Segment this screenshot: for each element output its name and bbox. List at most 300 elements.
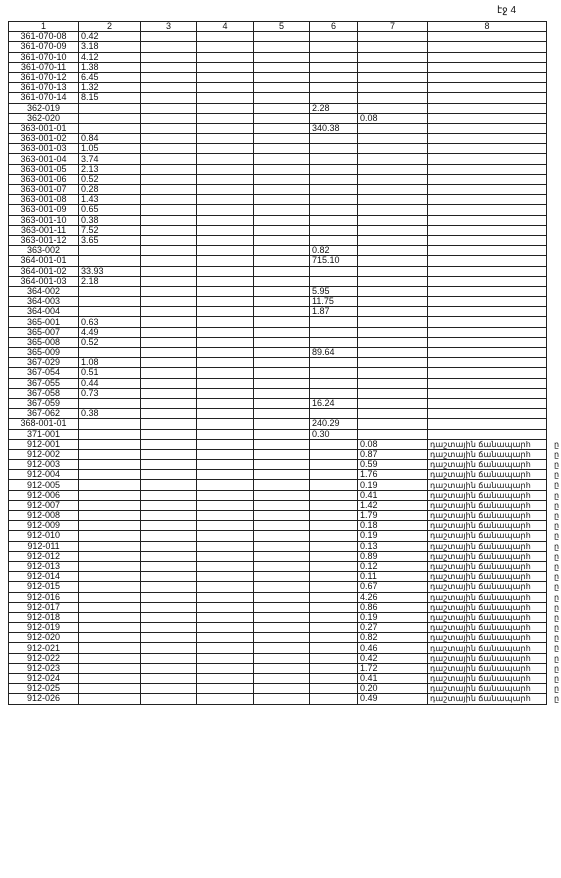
cell-col-8	[428, 612, 560, 622]
cell-col-4	[197, 327, 254, 337]
cell-col-2: 2.18	[79, 276, 141, 286]
cell-col-5	[254, 500, 310, 510]
cell-col-5	[254, 358, 310, 368]
table-row	[9, 490, 547, 500]
cell-col-3	[141, 378, 197, 388]
cell-col-8	[428, 663, 560, 673]
table-row	[9, 480, 547, 490]
cell-col-8	[428, 164, 547, 174]
cell-col-3	[141, 623, 197, 633]
cell-col-7	[358, 348, 428, 358]
cell-col-5	[254, 72, 310, 82]
cell-col-6: 0.30	[310, 429, 358, 439]
cell-col-5	[254, 205, 310, 215]
cell-col-4	[197, 643, 254, 653]
cell-col-8	[428, 276, 547, 286]
table-row	[9, 185, 547, 195]
cell-col-4	[197, 531, 254, 541]
table-row	[9, 531, 547, 541]
cell-col-5	[254, 62, 310, 72]
cell-col-6	[310, 337, 358, 347]
cell-col-7	[358, 154, 428, 164]
cell-col-3	[141, 592, 197, 602]
cell-col-1: 361-070-08	[9, 32, 79, 42]
cell-col-1: 363-001-11	[9, 225, 79, 235]
table-row	[9, 42, 547, 52]
cell-col-4	[197, 93, 254, 103]
cell-col-4	[197, 500, 254, 510]
cell-col-1: 912-013	[9, 561, 79, 571]
cell-col-8	[428, 684, 560, 694]
cell-col-5	[254, 572, 310, 582]
cell-col-2: 0.42	[79, 32, 141, 42]
cell-col-3	[141, 480, 197, 490]
row-suffix: ը	[554, 541, 560, 551]
land-type-label: դաշտային ճանապարհ	[430, 521, 531, 531]
cell-col-4	[197, 409, 254, 419]
cell-col-7	[358, 164, 428, 174]
cell-col-8	[428, 42, 547, 52]
cell-col-8	[428, 470, 560, 480]
cell-col-5	[254, 286, 310, 296]
cell-col-3	[141, 612, 197, 622]
land-type-label: դաշտային ճանապարհ	[430, 674, 531, 684]
cell-col-2: 7.52	[79, 225, 141, 235]
cell-col-8	[428, 602, 560, 612]
cell-col-2	[79, 490, 141, 500]
cell-col-4	[197, 398, 254, 408]
cell-col-7	[358, 134, 428, 144]
table-row	[9, 561, 547, 571]
cell-col-4	[197, 123, 254, 133]
cell-col-1: 364-001-01	[9, 256, 79, 266]
header-row	[9, 22, 547, 32]
row-suffix: ը	[554, 684, 560, 694]
cell-col-6	[310, 449, 358, 459]
land-type-label: դաշտային ճանապարհ	[430, 541, 531, 551]
cell-col-3	[141, 684, 197, 694]
table-row	[9, 317, 547, 327]
cell-col-8	[428, 52, 547, 62]
cell-col-3	[141, 93, 197, 103]
land-type-label: դաշտային ճանապարհ	[430, 470, 531, 480]
cell-col-3	[141, 144, 197, 154]
cell-col-2: 33.93	[79, 266, 141, 276]
cell-col-7: 0.08	[358, 439, 428, 449]
cell-col-3	[141, 215, 197, 225]
row-suffix: ը	[554, 572, 560, 582]
cell-col-2	[79, 449, 141, 459]
cell-col-7: 0.49	[358, 694, 428, 704]
cell-col-1: 912-006	[9, 490, 79, 500]
cell-col-3	[141, 225, 197, 235]
cell-col-1: 361-070-14	[9, 93, 79, 103]
col-header-6: 6	[310, 22, 358, 32]
cell-col-4	[197, 612, 254, 622]
cell-col-3	[141, 419, 197, 429]
cell-col-7	[358, 358, 428, 368]
cell-col-1: 364-003	[9, 297, 79, 307]
cell-col-8	[428, 419, 547, 429]
cell-col-2: 1.05	[79, 144, 141, 154]
cell-col-8	[428, 62, 547, 72]
cell-col-5	[254, 409, 310, 419]
cell-col-6	[310, 378, 358, 388]
cell-col-7	[358, 419, 428, 429]
table-row	[9, 62, 547, 72]
cell-col-2	[79, 480, 141, 490]
row-suffix: ը	[554, 612, 560, 622]
cell-col-6: 0.82	[310, 246, 358, 256]
cell-col-8	[428, 633, 560, 643]
cell-col-3	[141, 32, 197, 42]
cell-col-2: 0.65	[79, 205, 141, 215]
cell-col-1: 912-007	[9, 500, 79, 510]
cell-col-1: 362-020	[9, 113, 79, 123]
table-row	[9, 643, 547, 653]
cell-col-4	[197, 215, 254, 225]
cell-col-1: 362-019	[9, 103, 79, 113]
land-type-label: դաշտային ճանապարհ	[430, 633, 531, 643]
cell-col-1: 365-001	[9, 317, 79, 327]
cell-col-1: 912-017	[9, 602, 79, 612]
cell-col-5	[254, 623, 310, 633]
land-type-label: դաշտային ճանապարհ	[430, 592, 531, 602]
cell-col-1: 912-020	[9, 633, 79, 643]
cell-col-8	[428, 327, 547, 337]
cell-col-7	[358, 72, 428, 82]
cell-col-6	[310, 225, 358, 235]
cell-col-2	[79, 684, 141, 694]
cell-col-7: 0.18	[358, 521, 428, 531]
row-suffix: ը	[554, 439, 560, 449]
cell-col-7	[358, 225, 428, 235]
cell-col-1: 363-001-09	[9, 205, 79, 215]
row-suffix: ը	[554, 663, 560, 673]
cell-col-7	[358, 144, 428, 154]
cell-col-6	[310, 185, 358, 195]
cell-col-8	[428, 449, 560, 459]
cell-col-4	[197, 256, 254, 266]
col-header-4: 4	[197, 22, 254, 32]
cell-col-2: 3.18	[79, 42, 141, 52]
cell-col-1: 361-070-10	[9, 52, 79, 62]
cell-col-4	[197, 684, 254, 694]
cell-col-8	[428, 103, 547, 113]
cell-col-8	[428, 500, 560, 510]
cell-col-1: 912-003	[9, 460, 79, 470]
cell-col-7	[358, 368, 428, 378]
cell-col-8	[428, 511, 560, 521]
cell-col-8	[428, 195, 547, 205]
cell-col-7	[358, 235, 428, 245]
table-row	[9, 439, 547, 449]
cell-col-8	[428, 409, 547, 419]
cell-col-8	[428, 144, 547, 154]
cell-col-4	[197, 592, 254, 602]
col-header-8: 8	[428, 22, 547, 32]
cell-col-3	[141, 317, 197, 327]
cell-col-2: 3.74	[79, 154, 141, 164]
cell-col-8	[428, 134, 547, 144]
cell-col-6	[310, 561, 358, 571]
land-type-label: դաշտային ճանապարհ	[430, 439, 531, 449]
cell-col-8	[428, 297, 547, 307]
cell-col-3	[141, 83, 197, 93]
cell-col-7: 0.87	[358, 449, 428, 459]
cell-col-2: 0.73	[79, 388, 141, 398]
cell-col-6	[310, 134, 358, 144]
cell-col-6	[310, 500, 358, 510]
cell-col-3	[141, 633, 197, 643]
cell-col-1: 361-070-09	[9, 42, 79, 52]
col-header-2: 2	[79, 22, 141, 32]
cell-col-2: 0.51	[79, 368, 141, 378]
land-type-label: դաշտային ճանապարհ	[430, 643, 531, 653]
cell-col-5	[254, 42, 310, 52]
cell-col-1: 364-001-03	[9, 276, 79, 286]
cell-col-5	[254, 490, 310, 500]
table-row	[9, 398, 547, 408]
cell-col-2	[79, 123, 141, 133]
cell-col-3	[141, 164, 197, 174]
cell-col-1: 367-058	[9, 388, 79, 398]
cell-col-7	[358, 409, 428, 419]
cell-col-6	[310, 409, 358, 419]
table-row	[9, 521, 547, 531]
row-suffix: ը	[554, 470, 560, 480]
cell-col-5	[254, 83, 310, 93]
cell-col-8	[428, 643, 560, 653]
cell-col-2	[79, 511, 141, 521]
cell-col-1: 365-007	[9, 327, 79, 337]
cell-col-3	[141, 572, 197, 582]
cell-col-1: 912-012	[9, 551, 79, 561]
cell-col-6	[310, 460, 358, 470]
table-row	[9, 215, 547, 225]
cell-col-7: 0.19	[358, 480, 428, 490]
cell-col-3	[141, 663, 197, 673]
cell-col-6	[310, 582, 358, 592]
table-row	[9, 602, 547, 612]
cell-col-2: 0.52	[79, 337, 141, 347]
table-row	[9, 388, 547, 398]
cell-col-6	[310, 205, 358, 215]
cell-col-5	[254, 113, 310, 123]
cell-col-8	[428, 572, 560, 582]
cell-col-8	[428, 368, 547, 378]
cell-col-8	[428, 235, 547, 245]
cell-col-6	[310, 174, 358, 184]
cell-col-3	[141, 307, 197, 317]
cell-col-5	[254, 480, 310, 490]
cell-col-3	[141, 500, 197, 510]
cell-col-8	[428, 317, 547, 327]
table-row	[9, 123, 547, 133]
cell-col-6	[310, 388, 358, 398]
cell-col-5	[254, 602, 310, 612]
table-row	[9, 32, 547, 42]
land-type-label: դաշտային ճանապարհ	[430, 531, 531, 541]
cell-col-7	[358, 297, 428, 307]
row-suffix: ը	[554, 694, 560, 704]
cell-col-5	[254, 144, 310, 154]
cell-col-2	[79, 470, 141, 480]
cell-col-7	[358, 215, 428, 225]
row-suffix: ը	[554, 449, 560, 459]
cell-col-7: 0.13	[358, 541, 428, 551]
cell-col-7: 1.42	[358, 500, 428, 510]
cell-col-4	[197, 623, 254, 633]
cell-col-1: 912-026	[9, 694, 79, 704]
cell-col-5	[254, 327, 310, 337]
cell-col-5	[254, 592, 310, 602]
cell-col-7: 0.41	[358, 674, 428, 684]
table-row	[9, 572, 547, 582]
cell-col-1: 912-021	[9, 643, 79, 653]
cell-col-4	[197, 388, 254, 398]
cell-col-5	[254, 612, 310, 622]
cell-col-3	[141, 123, 197, 133]
cell-col-1: 912-014	[9, 572, 79, 582]
cell-col-2	[79, 592, 141, 602]
cell-col-6	[310, 368, 358, 378]
cell-col-6	[310, 83, 358, 93]
cell-col-4	[197, 32, 254, 42]
table-row	[9, 327, 547, 337]
cell-col-3	[141, 449, 197, 459]
cell-col-2	[79, 460, 141, 470]
cell-col-2	[79, 551, 141, 561]
row-suffix: ը	[554, 531, 560, 541]
cell-col-6	[310, 602, 358, 612]
cell-col-3	[141, 276, 197, 286]
row-suffix: ը	[554, 674, 560, 683]
table-row	[9, 144, 547, 154]
cell-col-5	[254, 674, 310, 684]
cell-col-4	[197, 246, 254, 256]
table-row	[9, 368, 547, 378]
cell-col-1: 367-055	[9, 378, 79, 388]
cell-col-5	[254, 266, 310, 276]
cell-col-4	[197, 490, 254, 500]
cell-col-3	[141, 348, 197, 358]
cell-col-1: 361-070-11	[9, 62, 79, 72]
cell-col-8	[428, 358, 547, 368]
table-row	[9, 297, 547, 307]
cell-col-4	[197, 62, 254, 72]
cell-col-8	[428, 378, 547, 388]
table-row	[9, 592, 547, 602]
cell-col-3	[141, 337, 197, 347]
table-row	[9, 235, 547, 245]
cell-col-7	[358, 256, 428, 266]
cell-col-3	[141, 42, 197, 52]
cell-col-7: 0.27	[358, 623, 428, 633]
cell-col-3	[141, 694, 197, 704]
cell-col-6	[310, 694, 358, 704]
cell-col-8	[428, 215, 547, 225]
cell-col-7: 0.20	[358, 684, 428, 694]
cell-col-4	[197, 276, 254, 286]
cell-col-4	[197, 694, 254, 704]
cell-col-5	[254, 215, 310, 225]
cell-col-7: 0.86	[358, 602, 428, 612]
cell-col-7	[358, 93, 428, 103]
cell-col-8	[428, 480, 560, 490]
col-header-1: 1	[9, 22, 79, 32]
cell-col-6	[310, 144, 358, 154]
row-suffix: ը	[554, 511, 560, 520]
cell-col-4	[197, 551, 254, 561]
cell-col-4	[197, 266, 254, 276]
land-type-label: դաշտային ճանապարհ	[430, 551, 531, 561]
land-type-label: դաշտային ճանապարհ	[430, 612, 531, 622]
cell-col-6	[310, 541, 358, 551]
cell-col-6	[310, 52, 358, 62]
cell-col-1: 912-002	[9, 449, 79, 459]
cell-col-7	[358, 123, 428, 133]
cell-col-2	[79, 429, 141, 439]
cell-col-6: 11.75	[310, 297, 358, 307]
cell-col-4	[197, 144, 254, 154]
cell-col-2: 0.38	[79, 409, 141, 419]
cell-col-8	[428, 154, 547, 164]
table-row	[9, 460, 547, 470]
cell-col-5	[254, 582, 310, 592]
cell-col-4	[197, 633, 254, 643]
cell-col-1: 367-059	[9, 398, 79, 408]
cell-col-8	[428, 561, 560, 572]
cell-col-2	[79, 531, 141, 541]
cell-col-8	[428, 694, 560, 704]
col-header-3: 3	[141, 22, 197, 32]
cell-col-2	[79, 623, 141, 633]
cell-col-8	[428, 205, 547, 215]
cell-col-5	[254, 531, 310, 541]
cell-col-1: 363-001-07	[9, 185, 79, 195]
cell-col-2: 0.28	[79, 185, 141, 195]
cell-col-8	[428, 531, 560, 541]
cell-col-1: 912-001	[9, 439, 79, 449]
cell-col-6	[310, 572, 358, 582]
land-type-label: դաշտային ճանապարհ	[430, 511, 531, 521]
cell-col-3	[141, 266, 197, 276]
cell-col-3	[141, 541, 197, 551]
cell-col-1: 912-005	[9, 480, 79, 490]
land-type-label: դաշտային ճանապարհ	[430, 572, 531, 582]
page-number: էջ 4	[497, 5, 517, 16]
cell-col-7: 0.46	[358, 643, 428, 653]
cell-col-4	[197, 164, 254, 174]
cell-col-3	[141, 62, 197, 72]
cell-col-7	[358, 307, 428, 317]
table-row	[9, 429, 547, 439]
cell-col-1: 367-054	[9, 368, 79, 378]
cell-col-4	[197, 297, 254, 307]
cell-col-5	[254, 460, 310, 470]
cell-col-5	[254, 561, 310, 571]
cell-col-5	[254, 643, 310, 653]
cell-col-3	[141, 195, 197, 205]
cell-col-6	[310, 276, 358, 286]
cell-col-8	[428, 592, 560, 602]
cell-col-3	[141, 511, 197, 521]
cell-col-4	[197, 205, 254, 215]
cell-col-4	[197, 378, 254, 388]
cell-col-8	[428, 256, 547, 266]
cell-col-6	[310, 674, 358, 684]
